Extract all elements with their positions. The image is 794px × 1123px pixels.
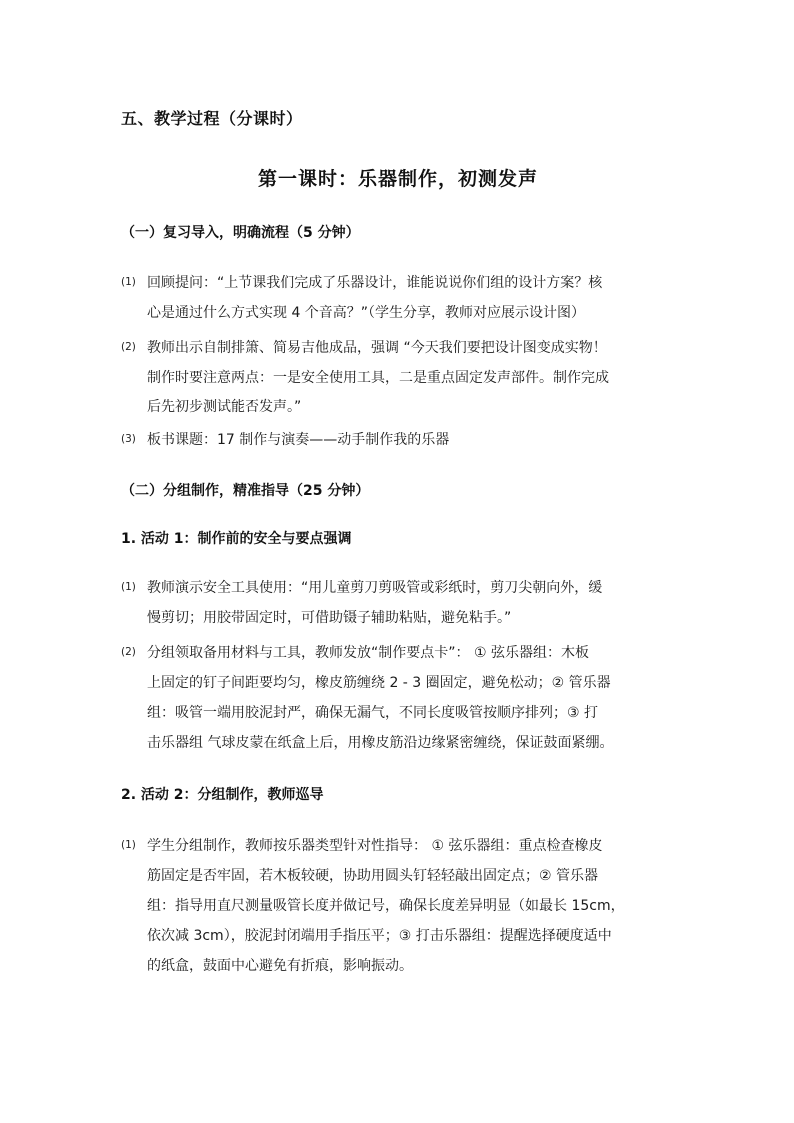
paragraph-line: 制作时要注意两点：一是安全使用工具，二是重点固定发声部件。制作完成 <box>147 370 609 386</box>
paragraph-line: 分组领取备用材料与工具，教师发放“制作要点卡”： ① 弦乐器组：木板 <box>147 645 589 661</box>
paragraph-line: 上固定的钉子间距要均匀，橡皮筋缠绕 2 - 3 圈固定，避免松动；② 管乐器 <box>147 675 611 691</box>
paragraph-line: 击乐器组 气球皮蒙在纸盒上后，用橡皮筋沿边缘紧密缠绕，保证鼓面紧绷。 <box>147 735 614 751</box>
lesson-title: 第一课时：乐器制作，初测发声 <box>257 168 538 190</box>
paragraph-line: 慢剪切；用胶带固定时，可借助镊子辅助粘贴，避免粘手。” <box>147 610 512 626</box>
paragraph-line: 回顾提问：“上节课我们完成了乐器设计，谁能说说你们组的设计方案？核 <box>147 275 603 291</box>
list-marker: (1) <box>121 581 136 593</box>
paragraph-line: 教师出示自制排箫、简易吉他成品，强调 “今天我们要把设计图变成实物！ <box>147 340 607 356</box>
paragraph-line: 组：吸管一端用胶泥封严，确保无漏气，不同长度吸管按顺序排列；③ 打 <box>147 705 598 721</box>
list-marker: (3) <box>121 433 136 445</box>
section-heading: 五、教学过程（分课时） <box>121 109 303 128</box>
paragraph-line: 筋固定是否牢固，若木板较硬，协助用圆头钉轻轻敲出固定点；② 管乐器 <box>147 868 598 884</box>
list-marker: (1) <box>121 276 136 288</box>
paragraph-line: 组：指导用直尺测量吸管长度并做记号，确保长度差异明显（如最长 15cm， <box>147 898 625 914</box>
paragraph-line: 的纸盒，鼓面中心避免有折痕，影响振动。 <box>147 958 413 974</box>
paragraph-line: 依次减 3cm），胶泥封闭端用手指压平；③ 打击乐器组：提醒选择硬度适中 <box>147 928 612 944</box>
list-marker: (2) <box>121 341 136 353</box>
paragraph-line: 教师演示安全工具使用：“用儿童剪刀剪吸管或彩纸时，剪刀尖朝向外，缓 <box>147 580 603 596</box>
paragraph-line: 学生分组制作，教师按乐器类型针对性指导： ① 弦乐器组：重点检查橡皮 <box>147 838 603 854</box>
activity1-title: 1. 活动 1：制作前的安全与要点强调 <box>121 531 352 547</box>
activity2-title: 2. 活动 2：分组制作，教师巡导 <box>121 787 324 803</box>
list-marker: (2) <box>121 646 136 658</box>
list-marker: (1) <box>121 839 136 851</box>
paragraph-line: 板书课题：17 制作与演奏——动手制作我的乐器 <box>147 432 450 448</box>
section1-title: （一）复习导入，明确流程（5 分钟） <box>121 225 360 241</box>
paragraph-line: 心是通过什么方式实现 4 个音高？”（学生分享，教师对应展示设计图） <box>147 305 586 321</box>
section2-title: （二）分组制作，精准指导（25 分钟） <box>121 483 370 499</box>
paragraph-line: 后先初步测试能否发声。” <box>147 399 302 415</box>
